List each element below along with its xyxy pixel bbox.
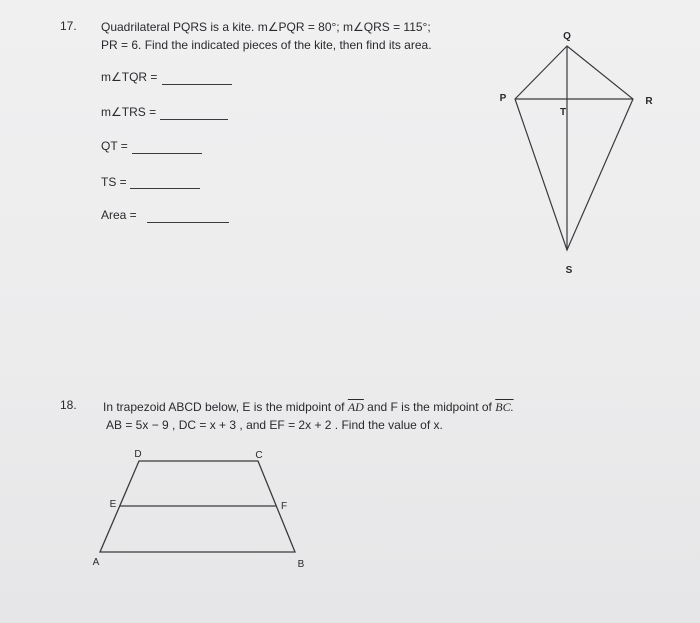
vertex-label-b: B <box>297 559 305 570</box>
blank-label-ts: TS = <box>101 175 127 189</box>
problem-18-text-b: and F is the midpoint of <box>367 400 492 414</box>
problem-17-line-2: PR = 6. Find the indicated pieces of the kite, then find its area. <box>101 38 432 52</box>
problem-18-number: 18. <box>60 398 77 412</box>
problem-18-line-2: AB = 5x − 9 , DC = x + 3 , and EF = 2x + 2 . Find the value of x. <box>106 418 443 432</box>
blank-label-trs: m∠TRS = <box>101 105 157 119</box>
problem-17-line-1: Quadrilateral PQRS is a kite. m∠PQR = 80°; m∠QRS = 115°; <box>101 20 431 34</box>
point-label-t: T <box>559 107 567 118</box>
blank-label-tqr: m∠TQR = <box>101 70 158 84</box>
blank-label-area: Area = <box>101 208 137 222</box>
vertex-label-r: R <box>645 96 653 107</box>
segment-bc: BC. <box>495 400 514 414</box>
vertex-label-p: P <box>499 93 507 104</box>
point-label-e: E <box>109 499 117 510</box>
vertex-label-s: S <box>565 265 573 276</box>
blank-label-qt: QT = <box>101 139 128 153</box>
vertex-label-q: Q <box>563 31 571 42</box>
vertex-label-a: A <box>92 557 100 568</box>
vertex-label-c: C <box>255 450 263 461</box>
problem-17-number: 17. <box>60 19 77 33</box>
problem-18-text-a: In trapezoid ABCD below, E is the midpoint of <box>103 400 345 414</box>
segment-ad: $\overline{AD}$ <box>347 400 364 414</box>
point-label-f: F <box>280 501 288 512</box>
vertex-label-d: D <box>134 449 142 460</box>
